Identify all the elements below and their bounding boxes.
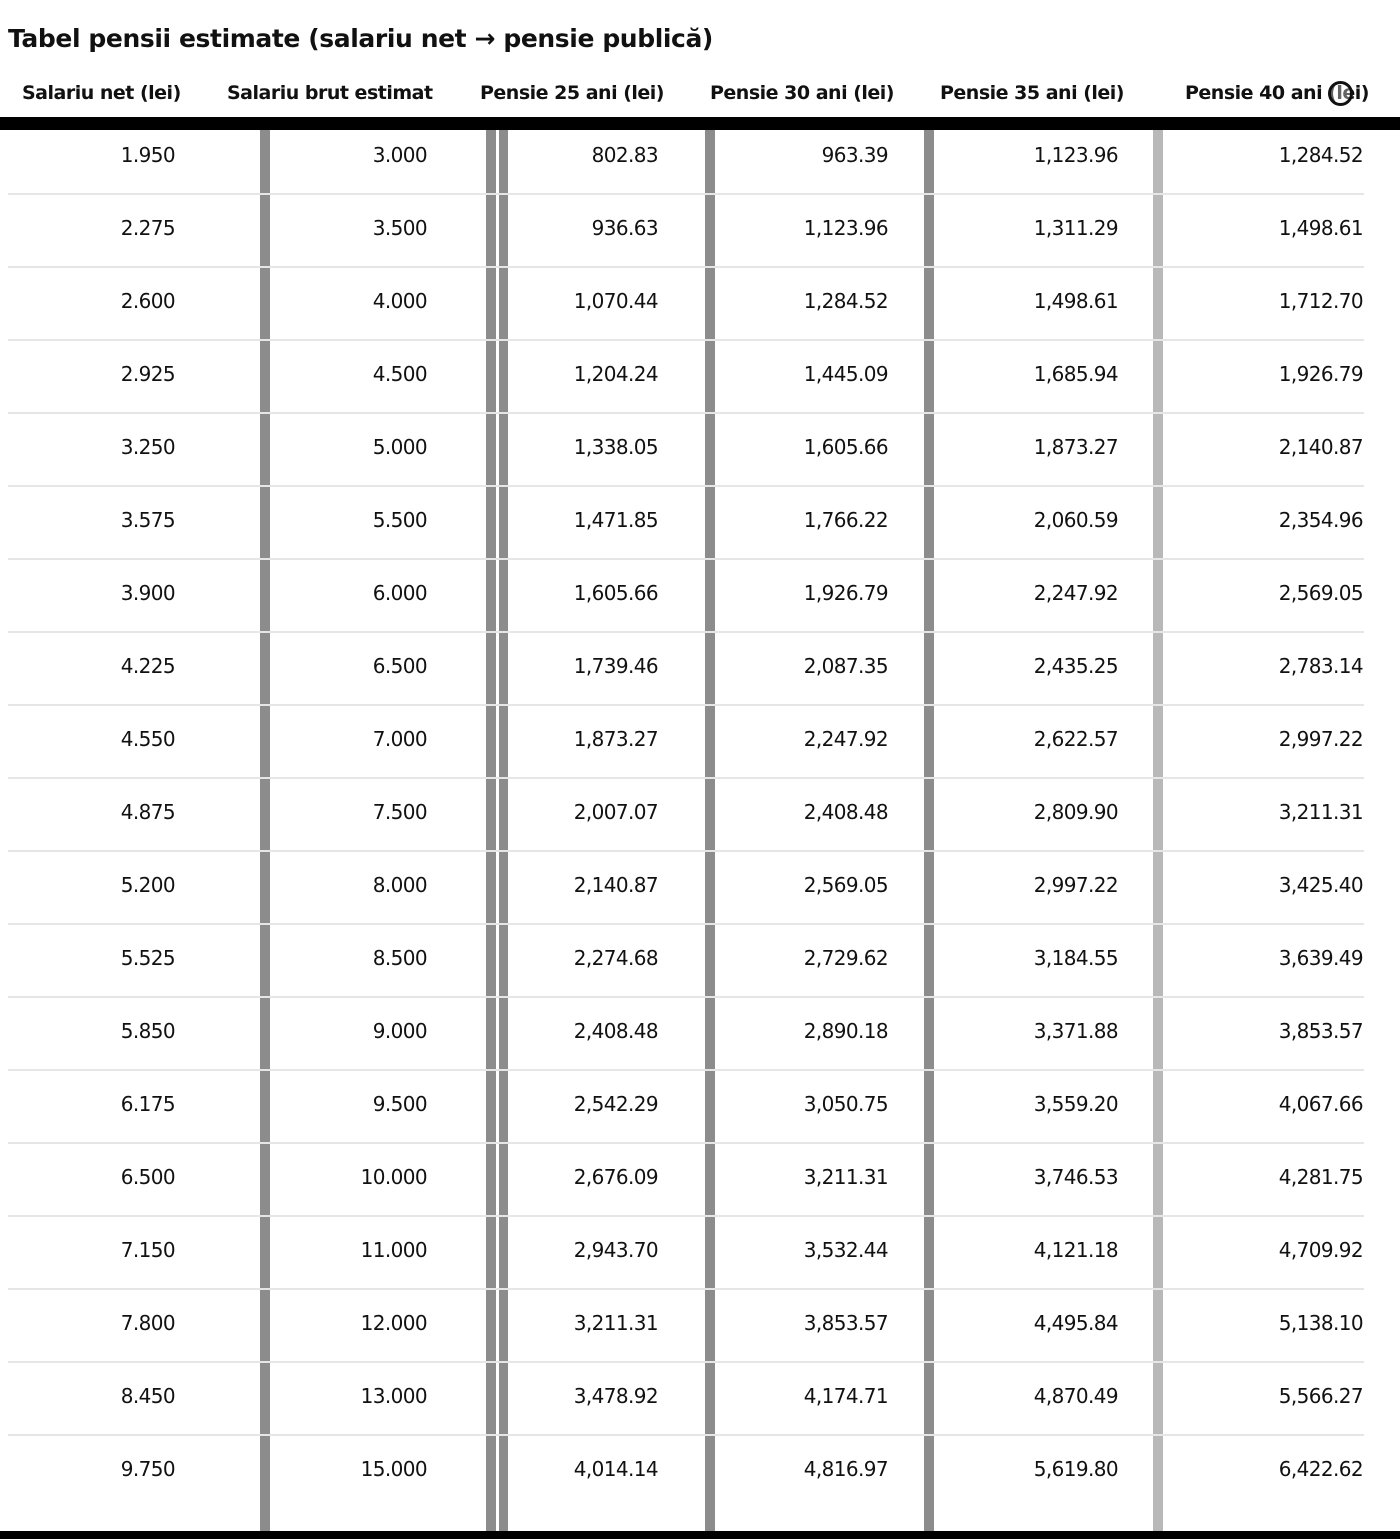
cell-salariu-brut: 3.500: [372, 216, 427, 240]
cell-pensie-25: 3,211.31: [573, 1311, 658, 1335]
cell-pensie-30: 4,816.97: [803, 1457, 888, 1481]
cell-salariu-brut: 7.500: [372, 800, 427, 824]
cell-pensie-40: 2,997.22: [1278, 727, 1363, 751]
cell-pensie-30: 1,284.52: [803, 289, 888, 313]
circle-cursor-icon: [1328, 81, 1353, 106]
cell-salariu-net: 3.900: [120, 581, 175, 605]
cell-salariu-net: 4.225: [120, 654, 175, 678]
cell-salariu-brut: 8.500: [372, 946, 427, 970]
row-divider: [8, 266, 1364, 268]
cell-pensie-30: 2,890.18: [803, 1019, 888, 1043]
table-row: [0, 347, 1400, 420]
cell-pensie-25: 802.83: [591, 143, 658, 167]
table-row: [0, 566, 1400, 639]
row-divider: [8, 1361, 1364, 1363]
table-row: [0, 931, 1400, 1004]
cell-pensie-30: 963.39: [821, 143, 888, 167]
table-row: [0, 712, 1400, 785]
cell-pensie-40: 4,281.75: [1278, 1165, 1363, 1189]
header-pensie-25: Pensie 25 ani (lei): [480, 82, 664, 104]
row-divider: [8, 704, 1364, 706]
table-row: [0, 785, 1400, 858]
row-divider: [8, 485, 1364, 487]
cell-pensie-30: 1,445.09: [803, 362, 888, 386]
cell-salariu-net: 2.925: [120, 362, 175, 386]
cell-pensie-35: 1,123.96: [1033, 143, 1118, 167]
table-row: [0, 1223, 1400, 1296]
cell-pensie-25: 4,014.14: [573, 1457, 658, 1481]
header-pensie-35: Pensie 35 ani (lei): [940, 82, 1124, 104]
row-divider: [8, 777, 1364, 779]
cell-pensie-40: 5,138.10: [1278, 1311, 1363, 1335]
cell-pensie-40: 1,712.70: [1278, 289, 1363, 313]
cell-salariu-net: 7.150: [120, 1238, 175, 1262]
header-pensie-40: Pensie 40 ani (lei): [1185, 82, 1369, 104]
cell-pensie-35: 2,997.22: [1033, 873, 1118, 897]
cell-salariu-net: 4.875: [120, 800, 175, 824]
header-pensie-30: Pensie 30 ani (lei): [710, 82, 894, 104]
cell-pensie-40: 2,783.14: [1278, 654, 1363, 678]
row-divider: [8, 412, 1364, 414]
cell-pensie-25: 936.63: [591, 216, 658, 240]
row-divider: [8, 193, 1364, 195]
cell-pensie-40: 3,425.40: [1278, 873, 1363, 897]
header-salariu-net: Salariu net (lei): [22, 82, 181, 104]
cell-salariu-brut: 5.500: [372, 508, 427, 532]
cell-salariu-brut: 15.000: [360, 1457, 427, 1481]
table-row: [0, 274, 1400, 347]
table-bottom-border: [0, 1531, 1400, 1539]
cell-salariu-brut: 6.500: [372, 654, 427, 678]
cell-pensie-35: 1,498.61: [1033, 289, 1118, 313]
cell-pensie-35: 4,870.49: [1033, 1384, 1118, 1408]
cell-pensie-30: 1,766.22: [803, 508, 888, 532]
cell-pensie-30: 3,853.57: [803, 1311, 888, 1335]
cell-salariu-net: 6.175: [120, 1092, 175, 1116]
cell-pensie-30: 2,569.05: [803, 873, 888, 897]
row-divider: [8, 1069, 1364, 1071]
cell-pensie-35: 3,559.20: [1033, 1092, 1118, 1116]
cell-pensie-25: 2,542.29: [573, 1092, 658, 1116]
row-divider: [8, 631, 1364, 633]
cell-pensie-30: 3,532.44: [803, 1238, 888, 1262]
cell-salariu-net: 5.850: [120, 1019, 175, 1043]
cell-salariu-net: 9.750: [120, 1457, 175, 1481]
cell-salariu-net: 3.250: [120, 435, 175, 459]
row-divider: [8, 1215, 1364, 1217]
cell-pensie-25: 2,274.68: [573, 946, 658, 970]
row-divider: [8, 1288, 1364, 1290]
cell-pensie-35: 4,121.18: [1033, 1238, 1118, 1262]
cell-pensie-40: 2,354.96: [1278, 508, 1363, 532]
cell-pensie-25: 2,676.09: [573, 1165, 658, 1189]
cell-salariu-brut: 9.000: [372, 1019, 427, 1043]
cell-pensie-30: 2,247.92: [803, 727, 888, 751]
cell-pensie-25: 2,007.07: [573, 800, 658, 824]
cell-salariu-net: 7.800: [120, 1311, 175, 1335]
cell-pensie-30: 2,408.48: [803, 800, 888, 824]
cell-pensie-25: 2,408.48: [573, 1019, 658, 1043]
table-row: [0, 128, 1400, 201]
cell-salariu-net: 1.950: [120, 143, 175, 167]
table-row: [0, 639, 1400, 712]
table-row: [0, 420, 1400, 493]
cell-pensie-40: 4,709.92: [1278, 1238, 1363, 1262]
cell-salariu-brut: 10.000: [360, 1165, 427, 1189]
cell-pensie-40: 5,566.27: [1278, 1384, 1363, 1408]
cell-pensie-25: 1,471.85: [573, 508, 658, 532]
cell-pensie-25: 2,140.87: [573, 873, 658, 897]
cell-pensie-30: 3,211.31: [803, 1165, 888, 1189]
table-row: [0, 201, 1400, 274]
cell-salariu-brut: 11.000: [360, 1238, 427, 1262]
cell-salariu-net: 5.200: [120, 873, 175, 897]
cell-pensie-35: 2,435.25: [1033, 654, 1118, 678]
cell-pensie-25: 1,338.05: [573, 435, 658, 459]
cell-pensie-25: 2,943.70: [573, 1238, 658, 1262]
cell-pensie-35: 3,746.53: [1033, 1165, 1118, 1189]
cell-salariu-brut: 4.000: [372, 289, 427, 313]
table-row: [0, 1004, 1400, 1077]
row-divider: [8, 339, 1364, 341]
page-title: Tabel pensii estimate (salariu net → pensie publică): [8, 24, 713, 53]
cell-salariu-net: 3.575: [120, 508, 175, 532]
cell-pensie-35: 2,809.90: [1033, 800, 1118, 824]
row-divider: [8, 1434, 1364, 1436]
cell-salariu-brut: 8.000: [372, 873, 427, 897]
row-divider: [8, 558, 1364, 560]
cell-salariu-net: 4.550: [120, 727, 175, 751]
table-row: [0, 1077, 1400, 1150]
cell-salariu-brut: 13.000: [360, 1384, 427, 1408]
row-divider: [8, 923, 1364, 925]
header-salariu-brut: Salariu brut estimat: [227, 82, 433, 104]
cell-pensie-25: 1,605.66: [573, 581, 658, 605]
cell-salariu-brut: 7.000: [372, 727, 427, 751]
cell-pensie-30: 1,605.66: [803, 435, 888, 459]
row-divider: [8, 850, 1364, 852]
cell-pensie-40: 1,498.61: [1278, 216, 1363, 240]
cell-pensie-30: 3,050.75: [803, 1092, 888, 1116]
cell-salariu-brut: 5.000: [372, 435, 427, 459]
cell-pensie-35: 3,184.55: [1033, 946, 1118, 970]
cell-pensie-40: 1,284.52: [1278, 143, 1363, 167]
cell-pensie-40: 2,140.87: [1278, 435, 1363, 459]
table-row: [0, 1296, 1400, 1369]
cell-salariu-brut: 4.500: [372, 362, 427, 386]
cell-pensie-35: 2,622.57: [1033, 727, 1118, 751]
cell-pensie-30: 1,123.96: [803, 216, 888, 240]
table-row: [0, 1150, 1400, 1223]
cell-pensie-30: 4,174.71: [803, 1384, 888, 1408]
cell-salariu-net: 5.525: [120, 946, 175, 970]
cell-pensie-25: 1,739.46: [573, 654, 658, 678]
cell-pensie-40: 1,926.79: [1278, 362, 1363, 386]
table-row: [0, 1369, 1400, 1442]
cell-salariu-net: 8.450: [120, 1384, 175, 1408]
table-header-row: [0, 76, 1400, 116]
table-row: [0, 858, 1400, 931]
cell-salariu-net: 2.600: [120, 289, 175, 313]
cell-pensie-35: 1,311.29: [1033, 216, 1118, 240]
cell-pensie-40: 2,569.05: [1278, 581, 1363, 605]
cell-salariu-brut: 12.000: [360, 1311, 427, 1335]
cell-pensie-25: 1,204.24: [573, 362, 658, 386]
cell-pensie-30: 1,926.79: [803, 581, 888, 605]
cell-pensie-35: 3,371.88: [1033, 1019, 1118, 1043]
cell-pensie-35: 4,495.84: [1033, 1311, 1118, 1335]
row-divider: [8, 996, 1364, 998]
cell-pensie-40: 3,211.31: [1278, 800, 1363, 824]
cell-pensie-40: 4,067.66: [1278, 1092, 1363, 1116]
cell-pensie-40: 6,422.62: [1278, 1457, 1363, 1481]
row-divider: [8, 1142, 1364, 1144]
cell-pensie-25: 1,873.27: [573, 727, 658, 751]
cell-pensie-35: 2,060.59: [1033, 508, 1118, 532]
cell-pensie-25: 3,478.92: [573, 1384, 658, 1408]
table-row: [0, 493, 1400, 566]
cell-pensie-40: 3,853.57: [1278, 1019, 1363, 1043]
table-row: [0, 1442, 1400, 1515]
cell-pensie-35: 2,247.92: [1033, 581, 1118, 605]
cell-pensie-35: 1,873.27: [1033, 435, 1118, 459]
cell-salariu-net: 6.500: [120, 1165, 175, 1189]
cell-pensie-30: 2,087.35: [803, 654, 888, 678]
cell-salariu-net: 2.275: [120, 216, 175, 240]
cell-pensie-30: 2,729.62: [803, 946, 888, 970]
cell-salariu-brut: 3.000: [372, 143, 427, 167]
cell-pensie-40: 3,639.49: [1278, 946, 1363, 970]
cell-pensie-25: 1,070.44: [573, 289, 658, 313]
cell-salariu-brut: 9.500: [372, 1092, 427, 1116]
cell-pensie-35: 5,619.80: [1033, 1457, 1118, 1481]
cell-salariu-brut: 6.000: [372, 581, 427, 605]
cell-pensie-35: 1,685.94: [1033, 362, 1118, 386]
